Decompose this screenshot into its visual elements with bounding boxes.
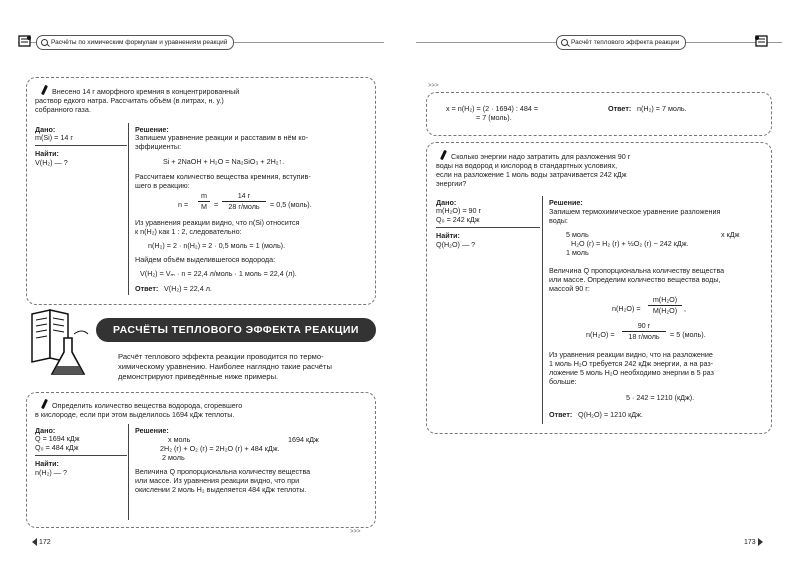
answer-label: Ответ:: [135, 284, 159, 293]
intro-line-3: демонстрируют приведённые ниже примеры.: [118, 372, 279, 381]
problem-1-line-2: раствор едкого натра. Рассчитать объём (в литрах, н. у.): [35, 96, 224, 105]
volume-equation: V(H₂) = Vₘ · n = 22,4 л/моль · 1 моль = 22,4 (л).: [140, 269, 297, 278]
magnifier-icon: [561, 39, 568, 46]
intro-line-1: Расчёт теплового эффекта реакции проводится по термо-: [118, 352, 324, 361]
lab-illustration-icon: [28, 308, 94, 380]
problem-2-sol-line-2: или массе. Из уравнения реакции видно, что при: [135, 476, 300, 485]
p3-sol-1b: воды:: [549, 216, 568, 225]
problem-2-sol-line-3: окислении 2 моль H₂ выделяется 484 кДж теплоты.: [135, 485, 307, 494]
p3-top-5mol: 5 моль: [566, 230, 589, 239]
problem-2-line-1: Определить количество вещества водорода, сгоревшего: [52, 401, 243, 410]
intro-line-2: химическому уравнению. Наиболее наглядно такие расчёты: [118, 362, 332, 371]
p3-sol-1a: Запишем термохимическое уравнение разложения: [549, 207, 721, 216]
given-label: Дано:: [35, 125, 56, 134]
right-page-number: [744, 538, 763, 546]
p3-sol-2b: или массе. Определим количество вещества воды,: [549, 275, 721, 284]
sol-bottom-2mol: 2 моль: [162, 453, 185, 462]
p3-top-xkj: x кДж: [721, 230, 740, 239]
given-label-3: Дано:: [436, 198, 457, 207]
p3-bottom-1mol: 1 моль: [566, 248, 589, 257]
n-num-value: 14 г: [237, 191, 251, 200]
page-number-173: 173: [744, 538, 756, 546]
p3-sol-2a: Величина Q пропорциональна количеству вещества: [549, 266, 725, 275]
problem-3-line-3: если на разложение 1 моль воды затрачивается 242 кДж: [436, 170, 627, 179]
n-fraction-numeric: [222, 192, 266, 211]
continue-mark-right: >>>: [428, 83, 439, 89]
f2-left: n(H₂O) =: [586, 330, 615, 339]
find-label: Найти:: [35, 149, 59, 158]
left-page-number: [32, 538, 51, 546]
f2-den: 18 г/моль: [628, 332, 660, 341]
section-title: РАСЧЁТЫ ТЕПЛОВОГО ЭФФЕКТА РЕАКЦИИ: [96, 318, 376, 342]
p3-sol-3a: Из уравнения реакции видно, что на разложение: [549, 350, 713, 359]
n-formula-left: n =: [178, 200, 189, 209]
f1-den: M(H₂O): [652, 306, 678, 315]
given-divider-3: [436, 227, 540, 228]
n-fraction-symbolic: [198, 192, 210, 211]
answer-value-3: Q(H₂O) = 1210 кДж.: [578, 410, 643, 419]
find-label-3: Найти:: [436, 231, 460, 240]
n-den: M: [201, 202, 207, 211]
f1-fraction: [648, 296, 682, 315]
hydrogen-equation: 2H₂ (г) + O₂ (г) = 2H₂O (г) + 484 кДж.: [160, 444, 280, 453]
solution-label-3: Решение:: [549, 198, 583, 207]
solution-label-2: Решение:: [135, 426, 169, 435]
problem-3-line-1: Сколько энергии надо затратить для разложения 90 г: [451, 152, 631, 161]
p3-sol-3d: больше:: [549, 377, 577, 386]
left-header-text: Расчёты по химическим формулам и уравнениям реакций: [51, 39, 228, 46]
solution-text-1a: Запишем уравнение реакции и расставим в нём ко-: [135, 133, 309, 142]
answer-label-3: Ответ:: [549, 410, 573, 419]
magnifier-icon: [41, 39, 48, 46]
book-logo-icon: [754, 34, 768, 48]
find-value: V(H₂) — ?: [35, 158, 68, 167]
sol-top-kj: 1694 кДж: [288, 435, 319, 444]
answer-label-r1: Ответ:: [608, 104, 632, 113]
problem-3-box: [426, 142, 772, 434]
f2-result: = 5 (моль).: [670, 330, 706, 339]
book-logo-icon: [18, 34, 32, 48]
given-q: Q = 1694 кДж: [35, 434, 80, 443]
right-header-pill: [556, 35, 686, 50]
solution-text-3a: Из уравнения реакции видно, что n(Si) относится: [135, 218, 300, 227]
n-eq: =: [214, 200, 219, 209]
solution-text-3b: к n(H₂) как 1 : 2, следовательно:: [135, 227, 242, 236]
f1-num: m(H₂O): [652, 295, 678, 304]
solution-divider-2: [128, 424, 129, 520]
given-q0: Q₀ = 484 кДж: [35, 443, 79, 452]
find-value-2: n(H₂) — ?: [35, 468, 67, 477]
right-page: [416, 30, 782, 546]
problem-2-line-2: в кислороде, если при этом выделилось 1694 кДж теплоты.: [35, 410, 235, 419]
continue-mark-left: >>>: [350, 529, 361, 535]
x-result: = 7 (моль).: [476, 113, 512, 122]
p3-sol-3b: 1 моль H₂O требуется 242 кДж энергии, а на раз-: [549, 359, 714, 368]
solution-text-4: Найдем объём выделившегося водорода:: [135, 255, 276, 264]
answer-value-r1: n(H₂) = 7 моль.: [637, 104, 687, 113]
sol-top-x-mol: x моль: [168, 435, 191, 444]
solution-divider: [128, 123, 129, 295]
f1-end: ,: [684, 304, 686, 313]
n-h2-equation: n(H₂) = 2 · n(H₂) = 2 · 0,5 моль = 1 (моль).: [148, 241, 286, 250]
given-mass-water: m(H₂O) = 90 г: [436, 206, 482, 215]
page-number-172: 172: [38, 538, 51, 546]
given-divider-2: [35, 455, 127, 456]
left-header-pill: [36, 35, 234, 50]
problem-2-sol-line-1: Величина Q пропорциональна количеству вещества: [135, 467, 311, 476]
p3-sol-3c: ложение 5 моль H₂O необходимо энергии в 5 раз: [549, 368, 714, 377]
problem-3-line-2: воды на водород и кислород в стандартных условиях,: [436, 161, 618, 170]
n-num: m: [201, 191, 207, 200]
left-page: [18, 30, 384, 546]
next-arrow-icon[interactable]: [758, 538, 763, 546]
reaction-equation: Si + 2NaOH + H₂O = Na₂SiO₃ + 2H₂↑.: [163, 157, 285, 166]
p3-sol-2c: массой 90 г:: [549, 284, 590, 293]
f2-fraction: [622, 322, 666, 341]
water-decomposition-equation: H₂O (г) = H₂ (г) + ½O₂ (г) − 242 кДж.: [571, 239, 689, 248]
f1-left: n(H₂O) =: [612, 304, 641, 313]
x-equation: x = n(H₂) = (2 · 1694) : 484 =: [446, 104, 539, 113]
problem-1-line-1: Внесено 14 г аморфного кремния в концентрированный: [52, 87, 240, 96]
energy-calculation: 5 · 242 = 1210 (кДж).: [626, 393, 695, 402]
problem-3-line-4: энергии?: [436, 179, 467, 188]
solution-text-2b: шего в реакцию:: [135, 181, 190, 190]
given-q0-3: Q₀ = 242 кДж: [436, 215, 480, 224]
problem-1-line-3: собранного газа.: [35, 105, 91, 114]
given-divider: [35, 145, 127, 146]
solution-label: Решение:: [135, 125, 169, 134]
find-label-2: Найти:: [35, 459, 59, 468]
right-header-text: Расчёт теплового эффекта реакции: [571, 39, 680, 46]
prev-arrow-icon[interactable]: [32, 538, 37, 546]
find-value-3: Q(H₂O) — ?: [436, 240, 476, 249]
given-mass: m(Si) = 14 г: [35, 133, 73, 142]
solution-text-2a: Рассчитаем количество вещества кремния, вступив-: [135, 172, 311, 181]
n-den-value: 28 г/моль: [228, 202, 260, 211]
answer-value: V(H₂) = 22,4 л.: [164, 284, 212, 293]
solution-divider-3: [542, 196, 543, 424]
n-result: = 0,5 (моль).: [270, 200, 312, 209]
solution-text-1b: эффициенты:: [135, 142, 182, 151]
given-label-2: Дано:: [35, 426, 56, 435]
f2-num: 90 г: [637, 321, 651, 330]
